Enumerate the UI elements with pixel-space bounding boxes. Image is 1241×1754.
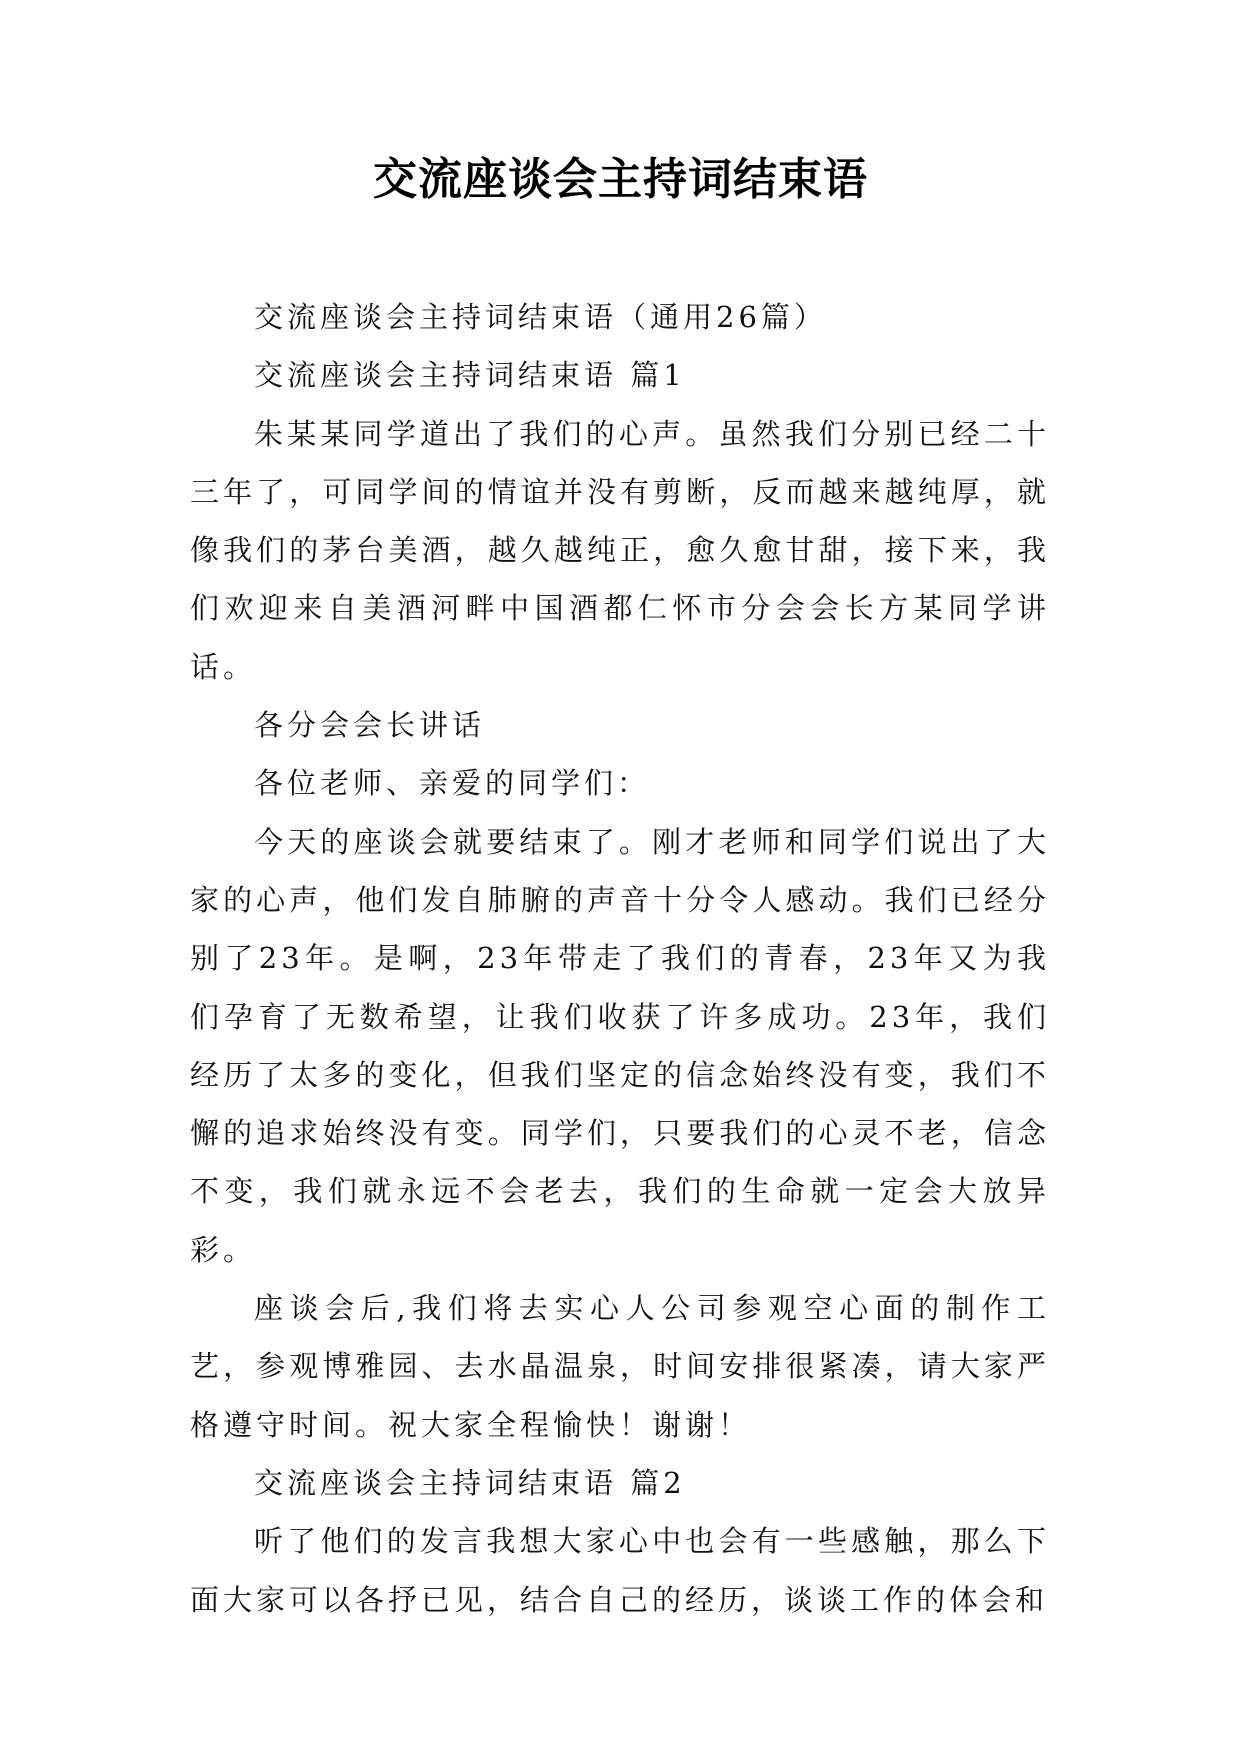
paragraph: 今天的座谈会就要结束了。刚才老师和同学们说出了大家的心声，他们发自肺腑的声音十分令人感动。我们已经分别了23年。是啊，23年带走了我们的青春，23年又为我们孕育了无数希望，让我们收获了许多成功。23年，我们经历了太多的变化，但我们坚定的信念始终没有变，我们不懈的追求始终没有变。同学们，只要我们的心灵不老，信念不变，我们就永远不会老去，我们的生命就一定会大放异彩。: [190, 824, 1050, 1267]
paragraph-subtitle: 交流座谈会主持词结束语（通用26篇）: [254, 300, 827, 334]
paragraph: 朱某某同学道出了我们的心声。虽然我们分别已经二十三年了，可同学间的情谊并没有剪断，反而越来越纯厚，就像我们的茅台美酒，越久越纯正，愈久愈甘甜，接下来，我们欢迎来自美酒河畔中国酒都仁怀市分会会长方某同学讲话。: [190, 416, 1050, 684]
section-heading-2: 交流座谈会主持词结束语 篇2: [254, 1465, 686, 1500]
document-title: 交流座谈会主持词结束语: [373, 154, 868, 205]
paragraph: 各分会会长讲话: [254, 708, 486, 743]
paragraph-salutation: 各位老师、亲爱的同学们：: [254, 766, 651, 801]
document-body: [190, 288, 1050, 1629]
paragraph: 听了他们的发言我想大家心中也会有一些感触，那么下面大家可以各抒已见，结合自己的经历，谈谈工作的体会和: [190, 1524, 1050, 1617]
section-heading-1: 交流座谈会主持词结束语 篇1: [254, 358, 686, 393]
paragraph: 座谈会后,我们将去实心人公司参观空心面的制作工艺，参观博雅园、去水晶温泉，时间安排很紧凑，请大家严格遵守时间。祝大家全程愉快！谢谢！: [190, 1291, 1050, 1442]
